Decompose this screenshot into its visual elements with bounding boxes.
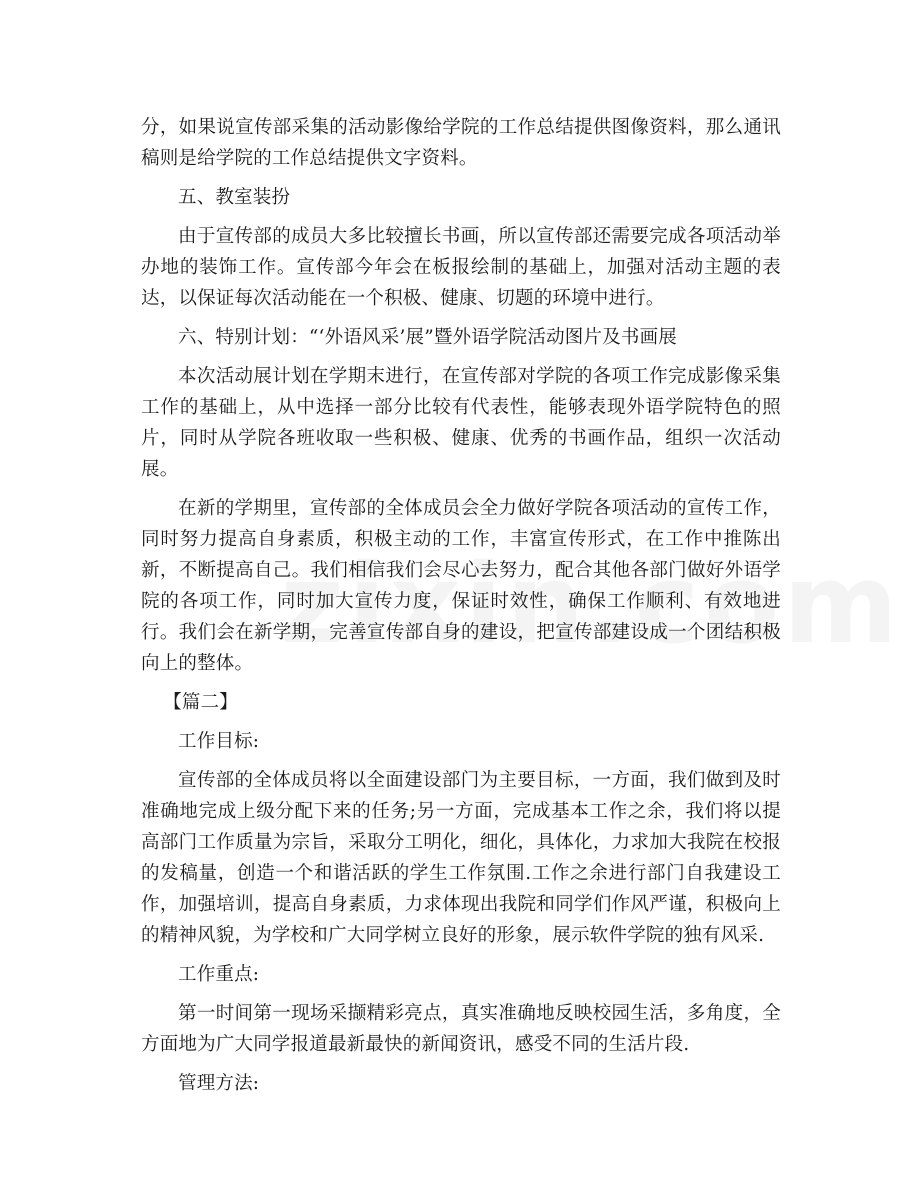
- paragraph-new-semester: 在新的学期里，宣传部的全体成员会全力做好学院各项活动的宣传工作，同时努力提高自身素质，积极主动的工作，丰富宣传形式，在工作中推陈出新，不断提高自己。我们相信我们会尽心去努力，配合其他各部门做好外语学院的各项工作，同时加大宣传力度，保证时效性，确保工作顺利、有效地进行。我们会在新学期，完善宣传部自身的建设，把宣传部建设成一个团结积极向上的整体。: [141, 498, 781, 674]
- paragraph-work-goals: 宣传部的全体成员将以全面建设部门为主要目标，一方面，我们做到及时准确地完成上级分配下来的任务;另一方面，完成基本工作之余，我们将以提高部门工作质量为宗旨，采取分工明化，细化，具体化，力求加大我院在校报的发稿量，创造一个和谐活跃的学生工作氛围.工作之余进行部门自我建设工作，加强培训，提高自身素质，力求体现出我院和同学们作风严谨，积极向上的精神风貌，为学校和广大同学树立良好的形象，展示软件学院的独有风采.: [141, 770, 781, 946]
- paragraph-continuation: 分，如果说宣传部采集的活动影像给学院的工作总结提供图像资料，那么通讯稿则是给学院的工作总结提供文字资料。: [141, 117, 781, 169]
- section-heading-special-plan: 六、特别计划：“‘外语风采’展”暨外语学院活动图片及书画展: [178, 327, 677, 348]
- heading-work-goals: 工作目标:: [178, 731, 260, 752]
- paragraph-decoration-work: 由于宣传部的成员大多比较擅长书画，所以宣传部还需要完成各项活动举办地的装饰工作。宣传部今年会在板报绘制的基础上，加强对活动主题的表达，以保证每次活动能在一个积极、健康、切题的环境中进行。: [141, 226, 781, 309]
- section-heading-classroom-decoration: 五、教室装扮: [178, 187, 291, 208]
- heading-management-methods: 管理方法:: [178, 1073, 260, 1094]
- paragraph-exhibition-plan: 本次活动展计划在学期末进行，在宣传部对学院的各项工作完成影像采集工作的基础上，从中选择一部分比较有代表性，能够表现外语学院特色的照片，同时从学院各班收取一些积极、健康、优秀的书画作品，组织一次活动展。: [141, 366, 781, 480]
- paragraph-work-focus: 第一时间第一现场采撷精彩亮点，真实准确地反映校园生活，多角度，全方面地为广大同学报道最新最快的新闻资讯，感受不同的生活片段.: [141, 1003, 781, 1055]
- document-body: [141, 112, 781, 1107]
- heading-work-focus: 工作重点:: [178, 964, 260, 985]
- part-two-heading: 【篇二】: [163, 692, 238, 713]
